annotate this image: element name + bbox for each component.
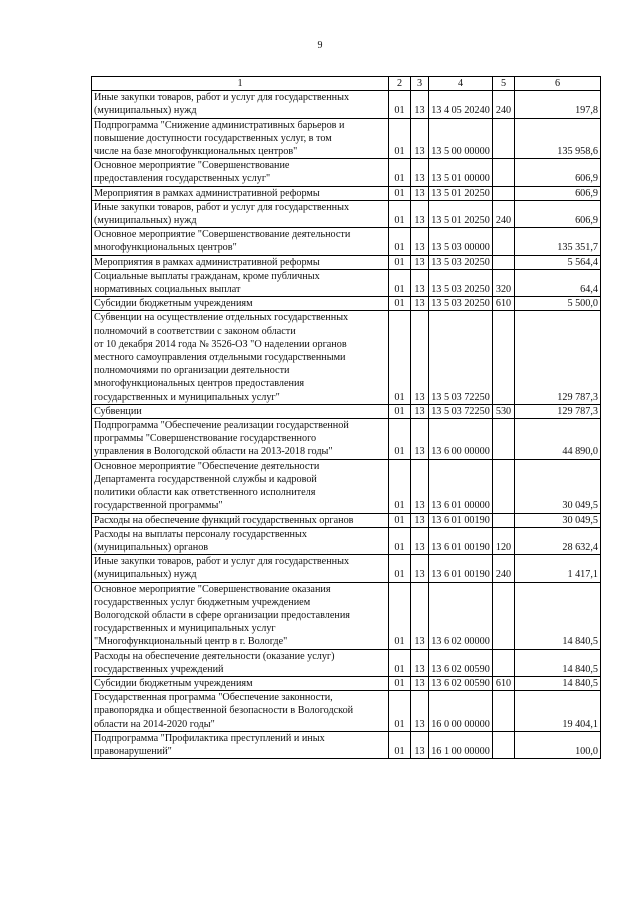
row-expense-type bbox=[493, 513, 515, 527]
row-amount: 606,9 bbox=[515, 186, 601, 200]
row-amount: 100,0 bbox=[515, 731, 601, 758]
row-name: Иные закупки товаров, работ и услуг для государственных (муниципальных) нужд bbox=[92, 200, 389, 227]
row-subsection: 13 bbox=[411, 691, 429, 732]
row-amount: 197,8 bbox=[515, 91, 601, 118]
row-name: Субсидии бюджетным учреждениям bbox=[92, 676, 389, 690]
row-target-article: 13 6 02 00590 bbox=[429, 649, 493, 676]
row-target-article: 13 6 00 00000 bbox=[429, 419, 493, 460]
table-row bbox=[92, 555, 601, 582]
header-col-5: 5 bbox=[493, 77, 515, 91]
row-subsection: 13 bbox=[411, 527, 429, 554]
table-header-row bbox=[92, 77, 601, 91]
row-target-article: 16 0 00 00000 bbox=[429, 691, 493, 732]
table-row bbox=[92, 255, 601, 269]
row-amount: 14 840,5 bbox=[515, 582, 601, 649]
table-row bbox=[92, 269, 601, 296]
row-amount: 1 417,1 bbox=[515, 555, 601, 582]
table-row bbox=[92, 731, 601, 758]
row-name: Иные закупки товаров, работ и услуг для государственных (муниципальных) нужд bbox=[92, 91, 389, 118]
row-subsection: 13 bbox=[411, 269, 429, 296]
row-amount: 5 564,4 bbox=[515, 255, 601, 269]
row-subsection: 13 bbox=[411, 311, 429, 404]
row-name: Государственная программа "Обеспечение законности, правопорядка и общественной безопасности в Вологодской области на 2014-2020 годы" bbox=[92, 691, 389, 732]
row-expense-type bbox=[493, 459, 515, 513]
row-amount: 129 787,3 bbox=[515, 311, 601, 404]
row-section: 01 bbox=[389, 691, 411, 732]
table-row bbox=[92, 649, 601, 676]
table-row bbox=[92, 527, 601, 554]
row-amount: 14 840,5 bbox=[515, 676, 601, 690]
row-subsection: 13 bbox=[411, 731, 429, 758]
row-amount: 14 840,5 bbox=[515, 649, 601, 676]
row-target-article: 13 6 01 00190 bbox=[429, 555, 493, 582]
row-section: 01 bbox=[389, 297, 411, 311]
row-amount: 64,4 bbox=[515, 269, 601, 296]
row-name: Подпрограмма "Обеспечение реализации государственной программы "Совершенствование государственного управления в Вологодской области на 2013-2018 годы" bbox=[92, 419, 389, 460]
row-expense-type: 240 bbox=[493, 91, 515, 118]
header-col-6: 6 bbox=[515, 77, 601, 91]
row-expense-type: 120 bbox=[493, 527, 515, 554]
row-target-article: 13 5 03 20250 bbox=[429, 297, 493, 311]
row-name: Мероприятия в рамках административной реформы bbox=[92, 186, 389, 200]
row-expense-type: 240 bbox=[493, 200, 515, 227]
row-expense-type: 610 bbox=[493, 676, 515, 690]
table-row bbox=[92, 297, 601, 311]
row-name: Расходы на обеспечение деятельности (оказание услуг) государственных учреждений bbox=[92, 649, 389, 676]
row-subsection: 13 bbox=[411, 297, 429, 311]
row-target-article: 13 5 03 72250 bbox=[429, 404, 493, 418]
row-target-article: 13 5 03 72250 bbox=[429, 311, 493, 404]
row-subsection: 13 bbox=[411, 159, 429, 186]
row-subsection: 13 bbox=[411, 513, 429, 527]
row-section: 01 bbox=[389, 649, 411, 676]
row-amount: 606,9 bbox=[515, 200, 601, 227]
row-expense-type bbox=[493, 419, 515, 460]
row-subsection: 13 bbox=[411, 676, 429, 690]
row-name: Основное мероприятие "Совершенствование деятельности многофункциональных центров" bbox=[92, 228, 389, 255]
table-row bbox=[92, 200, 601, 227]
row-section: 01 bbox=[389, 555, 411, 582]
row-amount: 30 049,5 bbox=[515, 459, 601, 513]
row-name: Субвенции bbox=[92, 404, 389, 418]
row-target-article: 13 6 01 00190 bbox=[429, 527, 493, 554]
row-target-article: 13 6 02 00590 bbox=[429, 676, 493, 690]
row-name: Расходы на выплаты персоналу государственных (муниципальных) органов bbox=[92, 527, 389, 554]
row-name: Расходы на обеспечение функций государственных органов bbox=[92, 513, 389, 527]
row-amount: 19 404,1 bbox=[515, 691, 601, 732]
row-name: Основное мероприятие "Совершенствование предоставления государственных услуг" bbox=[92, 159, 389, 186]
row-target-article: 13 5 01 00000 bbox=[429, 159, 493, 186]
row-amount: 135 958,6 bbox=[515, 118, 601, 159]
row-amount: 129 787,3 bbox=[515, 404, 601, 418]
row-target-article: 13 4 05 20240 bbox=[429, 91, 493, 118]
row-amount: 44 890,0 bbox=[515, 419, 601, 460]
header-col-4: 4 bbox=[429, 77, 493, 91]
row-subsection: 13 bbox=[411, 419, 429, 460]
row-name: Иные закупки товаров, работ и услуг для государственных (муниципальных) нужд bbox=[92, 555, 389, 582]
row-target-article: 13 5 03 20250 bbox=[429, 255, 493, 269]
table-row bbox=[92, 186, 601, 200]
row-target-article: 13 6 02 00000 bbox=[429, 582, 493, 649]
row-expense-type bbox=[493, 691, 515, 732]
row-target-article: 13 5 01 20250 bbox=[429, 186, 493, 200]
row-subsection: 13 bbox=[411, 91, 429, 118]
row-subsection: 13 bbox=[411, 255, 429, 269]
header-col-3: 3 bbox=[411, 77, 429, 91]
row-section: 01 bbox=[389, 419, 411, 460]
row-section: 01 bbox=[389, 527, 411, 554]
row-section: 01 bbox=[389, 676, 411, 690]
row-section: 01 bbox=[389, 731, 411, 758]
row-section: 01 bbox=[389, 186, 411, 200]
row-subsection: 13 bbox=[411, 228, 429, 255]
row-name: Подпрограмма "Профилактика преступлений и иных правонарушений" bbox=[92, 731, 389, 758]
row-subsection: 13 bbox=[411, 582, 429, 649]
row-target-article: 13 5 00 00000 bbox=[429, 118, 493, 159]
table-row bbox=[92, 159, 601, 186]
row-section: 01 bbox=[389, 228, 411, 255]
row-expense-type bbox=[493, 582, 515, 649]
table-row bbox=[92, 691, 601, 732]
row-name: Подпрограмма "Снижение административных барьеров и повышение доступности государственных услуг, в том числе на базе многофункциональных центров" bbox=[92, 118, 389, 159]
table-row bbox=[92, 311, 601, 404]
table-row bbox=[92, 676, 601, 690]
row-amount: 135 351,7 bbox=[515, 228, 601, 255]
row-section: 01 bbox=[389, 582, 411, 649]
header-col-2: 2 bbox=[389, 77, 411, 91]
page-number: 9 bbox=[317, 40, 323, 51]
table-row bbox=[92, 419, 601, 460]
row-expense-type: 610 bbox=[493, 297, 515, 311]
row-section: 01 bbox=[389, 118, 411, 159]
row-name: Мероприятия в рамках административной реформы bbox=[92, 255, 389, 269]
row-target-article: 13 5 03 00000 bbox=[429, 228, 493, 255]
row-expense-type bbox=[493, 311, 515, 404]
row-subsection: 13 bbox=[411, 186, 429, 200]
table-row bbox=[92, 91, 601, 118]
row-subsection: 13 bbox=[411, 118, 429, 159]
row-expense-type bbox=[493, 186, 515, 200]
budget-table bbox=[91, 76, 601, 759]
row-subsection: 13 bbox=[411, 200, 429, 227]
row-subsection: 13 bbox=[411, 555, 429, 582]
row-section: 01 bbox=[389, 311, 411, 404]
row-section: 01 bbox=[389, 513, 411, 527]
row-name: Основное мероприятие "Совершенствование оказания государственных услуг бюджетным учреждением Вологодской области в сфере организации предоставления государственных и муниципальных услуг "Многофункциональный центр в г. Вологде" bbox=[92, 582, 389, 649]
row-expense-type bbox=[493, 118, 515, 159]
table-row bbox=[92, 118, 601, 159]
row-target-article: 16 1 00 00000 bbox=[429, 731, 493, 758]
table-row bbox=[92, 228, 601, 255]
row-amount: 28 632,4 bbox=[515, 527, 601, 554]
row-subsection: 13 bbox=[411, 404, 429, 418]
row-section: 01 bbox=[389, 459, 411, 513]
row-expense-type: 530 bbox=[493, 404, 515, 418]
row-section: 01 bbox=[389, 255, 411, 269]
table-row bbox=[92, 404, 601, 418]
row-name: Социальные выплаты гражданам, кроме публичных нормативных социальных выплат bbox=[92, 269, 389, 296]
row-name: Субвенции на осуществление отдельных государственных полномочий в соответствии с законом области от 10 декабря 2014 года № 3526-ОЗ "О наделении органов местного самоуправления отдельными государственными полномочиями по организации деятельности многофункциональных центров предоставления государственных и муниципальных услуг" bbox=[92, 311, 389, 404]
row-section: 01 bbox=[389, 200, 411, 227]
row-target-article: 13 5 01 20250 bbox=[429, 200, 493, 227]
row-name: Основное мероприятие "Обеспечение деятельности Департамента государственной службы и кадровой политики области как ответственного исполнителя государственной программы" bbox=[92, 459, 389, 513]
row-section: 01 bbox=[389, 91, 411, 118]
row-target-article: 13 5 03 20250 bbox=[429, 269, 493, 296]
row-expense-type bbox=[493, 159, 515, 186]
table-row bbox=[92, 582, 601, 649]
table-row bbox=[92, 513, 601, 527]
row-expense-type bbox=[493, 255, 515, 269]
row-target-article: 13 6 01 00000 bbox=[429, 459, 493, 513]
row-amount: 606,9 bbox=[515, 159, 601, 186]
row-subsection: 13 bbox=[411, 649, 429, 676]
row-expense-type bbox=[493, 228, 515, 255]
row-section: 01 bbox=[389, 404, 411, 418]
row-expense-type: 320 bbox=[493, 269, 515, 296]
row-name: Субсидии бюджетным учреждениям bbox=[92, 297, 389, 311]
row-expense-type: 240 bbox=[493, 555, 515, 582]
row-amount: 30 049,5 bbox=[515, 513, 601, 527]
row-section: 01 bbox=[389, 269, 411, 296]
table-row bbox=[92, 459, 601, 513]
row-section: 01 bbox=[389, 159, 411, 186]
row-subsection: 13 bbox=[411, 459, 429, 513]
row-target-article: 13 6 01 00190 bbox=[429, 513, 493, 527]
row-amount: 5 500,0 bbox=[515, 297, 601, 311]
row-expense-type bbox=[493, 649, 515, 676]
header-col-1: 1 bbox=[92, 77, 389, 91]
row-expense-type bbox=[493, 731, 515, 758]
